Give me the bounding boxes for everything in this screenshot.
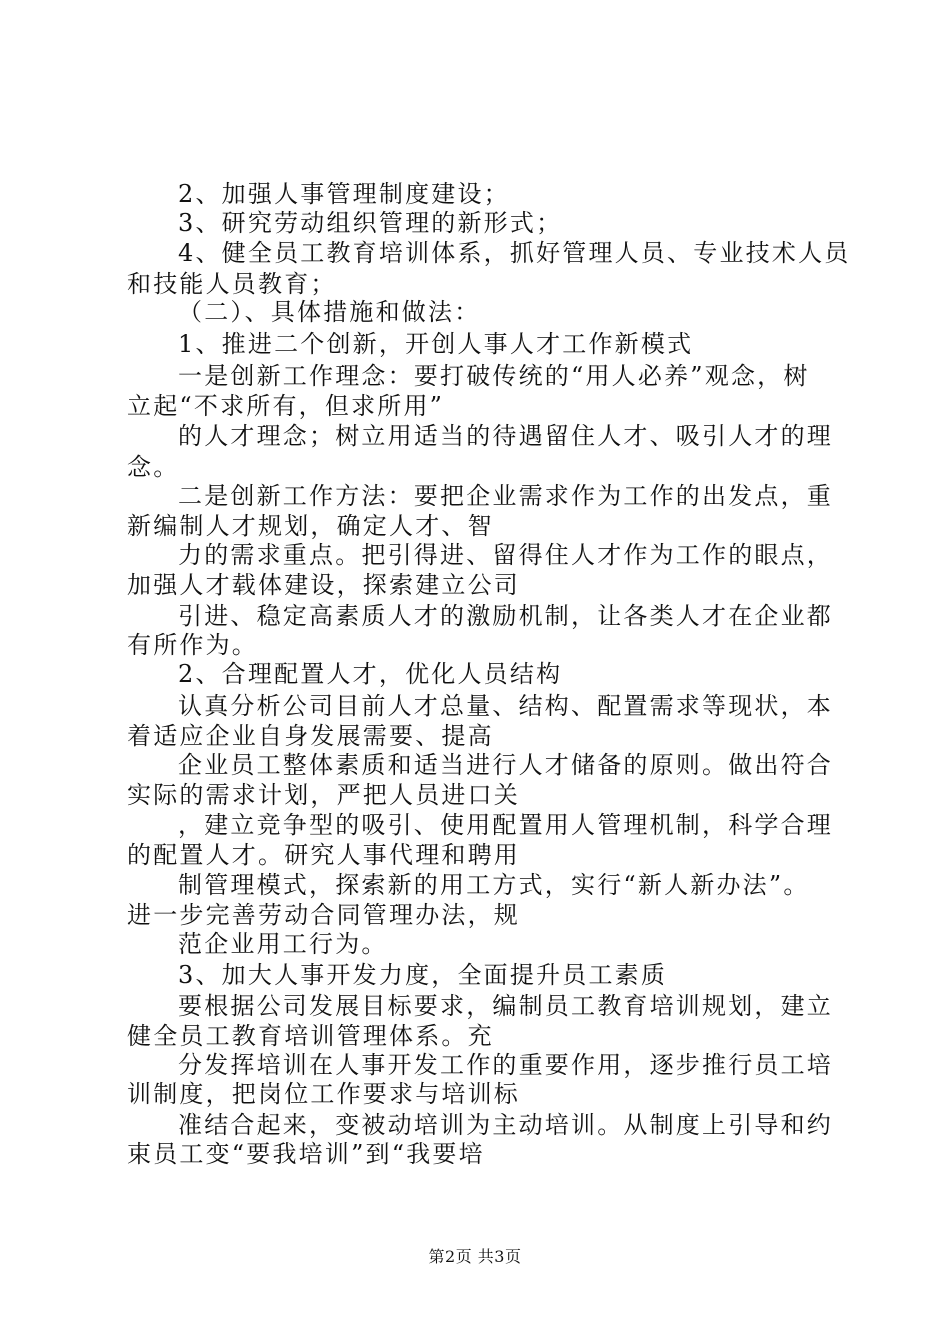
text-line: ，建立竞争型的吸引、使用配置用人管理机制，科学合理 xyxy=(178,811,833,839)
text-line: 着适应企业自身发展需要、提高 xyxy=(127,722,494,750)
text-line: 准结合起来，变被动培训为主动培训。从制度上引导和约 xyxy=(178,1111,833,1139)
text-line: 有所作为。 xyxy=(127,631,258,659)
text-line: 加强人才载体建设，探索建立公司 xyxy=(127,571,520,599)
text-line: 2、加强人事管理制度建设； xyxy=(178,180,510,208)
text-line: 力的需求重点。把引得进、留得住人才作为工作的眼点， xyxy=(178,541,833,569)
page-number: 第2页 共3页 xyxy=(428,1247,522,1266)
subsection-heading: 2、合理配置人才，优化人员结构 xyxy=(178,660,563,688)
text-line: 念。 xyxy=(127,453,180,481)
text-line: 企业员工整体素质和适当进行人才储备的原则。做出符合 xyxy=(178,751,833,779)
subsection-heading: 1、推进二个创新，开创人事人才工作新模式 xyxy=(178,330,694,358)
text-line: 3、研究劳动组织管理的新形式； xyxy=(178,209,563,237)
text-line: 一是创新工作理念：要打破传统的“用人必养”观念，树 xyxy=(178,362,810,390)
text-line: 健全员工教育培训管理体系。充 xyxy=(127,1022,494,1050)
text-line: 新编制人才规划，确定人才、智 xyxy=(127,512,494,540)
text-line: 引进、稳定高素质人才的激励机制，让各类人才在企业都 xyxy=(178,602,833,630)
text-line: 进一步完善劳动合同管理办法，规 xyxy=(127,901,520,929)
text-line: 和技能人员教育； xyxy=(127,270,337,298)
section-heading: （二）、具体措施和做法： xyxy=(178,298,481,326)
text-line: 实际的需求计划，严把人员进口关 xyxy=(127,781,520,809)
text-line: 二是创新工作方法：要把企业需求作为工作的出发点，重 xyxy=(178,482,833,510)
text-line: 的人才理念；树立用适当的待遇留住人才、吸引人才的理 xyxy=(178,422,833,450)
text-line: 束员工变“要我培训”到“我要培 xyxy=(127,1140,485,1168)
text-line: 立起“不求所有，但求所用” xyxy=(127,392,445,420)
text-line: 制管理模式，探索新的用工方式，实行“新人新办法”。 xyxy=(178,871,810,899)
text-line: 训制度，把岗位工作要求与培训标 xyxy=(127,1080,520,1108)
text-line: 分发挥培训在人事开发工作的重要作用，逐步推行员工培 xyxy=(178,1051,833,1079)
subsection-heading: 3、加大人事开发力度，全面提升员工素质 xyxy=(178,961,668,989)
page-footer xyxy=(0,1244,950,1267)
text-line: 认真分析公司目前人才总量、结构、配置需求等现状，本 xyxy=(178,692,833,720)
text-line: 4、健全员工教育培训体系，抓好管理人员、专业技术人员 xyxy=(178,239,851,267)
text-line: 的配置人才。研究人事代理和聘用 xyxy=(127,841,520,869)
text-line: 范企业用工行为。 xyxy=(178,930,388,958)
text-line: 要根据公司发展目标要求，编制员工教育培训规划，建立 xyxy=(178,992,833,1020)
